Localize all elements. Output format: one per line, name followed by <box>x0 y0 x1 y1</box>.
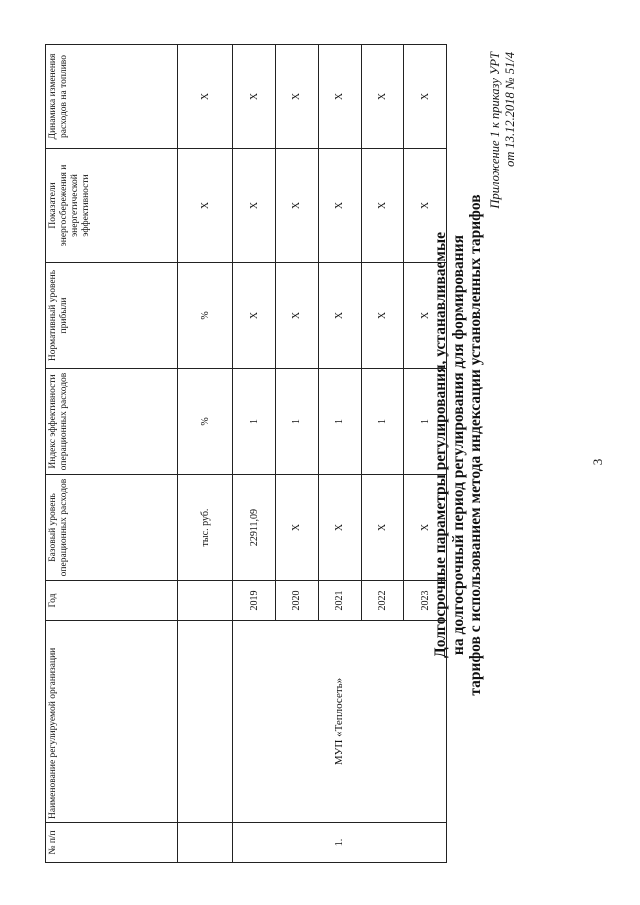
cell-base: Х <box>276 475 319 581</box>
cell-base: Х <box>318 475 361 581</box>
header-row <box>46 45 178 863</box>
units-empty-num <box>178 823 233 863</box>
cell-profit: Х <box>361 263 404 369</box>
appendix-line-2: от 13.12.2018 № 51/4 <box>503 52 517 167</box>
title-line-1: Долгосрочные параметры регулирования, устанавливаемые <box>432 232 449 658</box>
cell-year: 2019 <box>233 581 276 621</box>
parameters-table <box>45 44 447 863</box>
header-fuel-dynamics: Динамика изменения расходов на топливо <box>46 45 178 149</box>
header-base-opex: Базовый уровень операционных расходов <box>46 475 178 581</box>
table-row <box>233 45 276 863</box>
cell-base: 22911,09 <box>233 475 276 581</box>
cell-energy: Х <box>404 149 447 263</box>
cell-index: 1 <box>276 369 319 475</box>
cell-year: 2023 <box>404 581 447 621</box>
header-efficiency-index: Индекс эффективности операционных расходов <box>46 369 178 475</box>
cell-profit: Х <box>233 263 276 369</box>
cell-index: 1 <box>318 369 361 475</box>
cell-energy: Х <box>361 149 404 263</box>
unit-energy: Х <box>178 149 233 263</box>
cell-base: Х <box>361 475 404 581</box>
title-line-2: на долгосрочный период регулирования для формирования <box>449 234 467 656</box>
unit-index: % <box>178 369 233 475</box>
header-org: Наименование регулируемой организации <box>46 621 178 823</box>
units-empty-year <box>178 581 233 621</box>
appendix-reference <box>488 52 518 292</box>
header-profit-level: Нормативный уровень прибыли <box>46 263 178 369</box>
cell-year: 2022 <box>361 581 404 621</box>
cell-energy: Х <box>318 149 361 263</box>
row-number: 1. <box>233 823 447 863</box>
cell-index: 1 <box>233 369 276 475</box>
appendix-line-1: Приложение 1 к приказу УРТ <box>488 52 502 209</box>
cell-fuel: Х <box>404 45 447 149</box>
header-num: № п/п <box>46 823 178 863</box>
cell-profit: Х <box>404 263 447 369</box>
cell-fuel: Х <box>276 45 319 149</box>
unit-base: тыс. руб. <box>178 475 233 581</box>
title-line-3: тарифов с использованием метода индексации установленных тарифов <box>467 194 484 696</box>
cell-fuel: Х <box>318 45 361 149</box>
header-energy-saving: Показатели энергосбережения и энергетической эффективности <box>46 149 178 263</box>
cell-profit: Х <box>276 263 319 369</box>
cell-year: 2021 <box>318 581 361 621</box>
cell-year: 2020 <box>276 581 319 621</box>
cell-index: 1 <box>404 369 447 475</box>
cell-index: 1 <box>361 369 404 475</box>
unit-fuel: Х <box>178 45 233 149</box>
header-year: Год <box>46 581 178 621</box>
unit-profit: % <box>178 263 233 369</box>
cell-energy: Х <box>276 149 319 263</box>
page-number: 3 <box>590 458 605 466</box>
cell-base: Х <box>404 475 447 581</box>
units-empty-org <box>178 621 233 823</box>
cell-fuel: Х <box>361 45 404 149</box>
cell-energy: Х <box>233 149 276 263</box>
cell-profit: Х <box>318 263 361 369</box>
org-name: МУП «Теплосеть» <box>233 621 447 823</box>
units-row <box>178 45 233 863</box>
cell-fuel: Х <box>233 45 276 149</box>
